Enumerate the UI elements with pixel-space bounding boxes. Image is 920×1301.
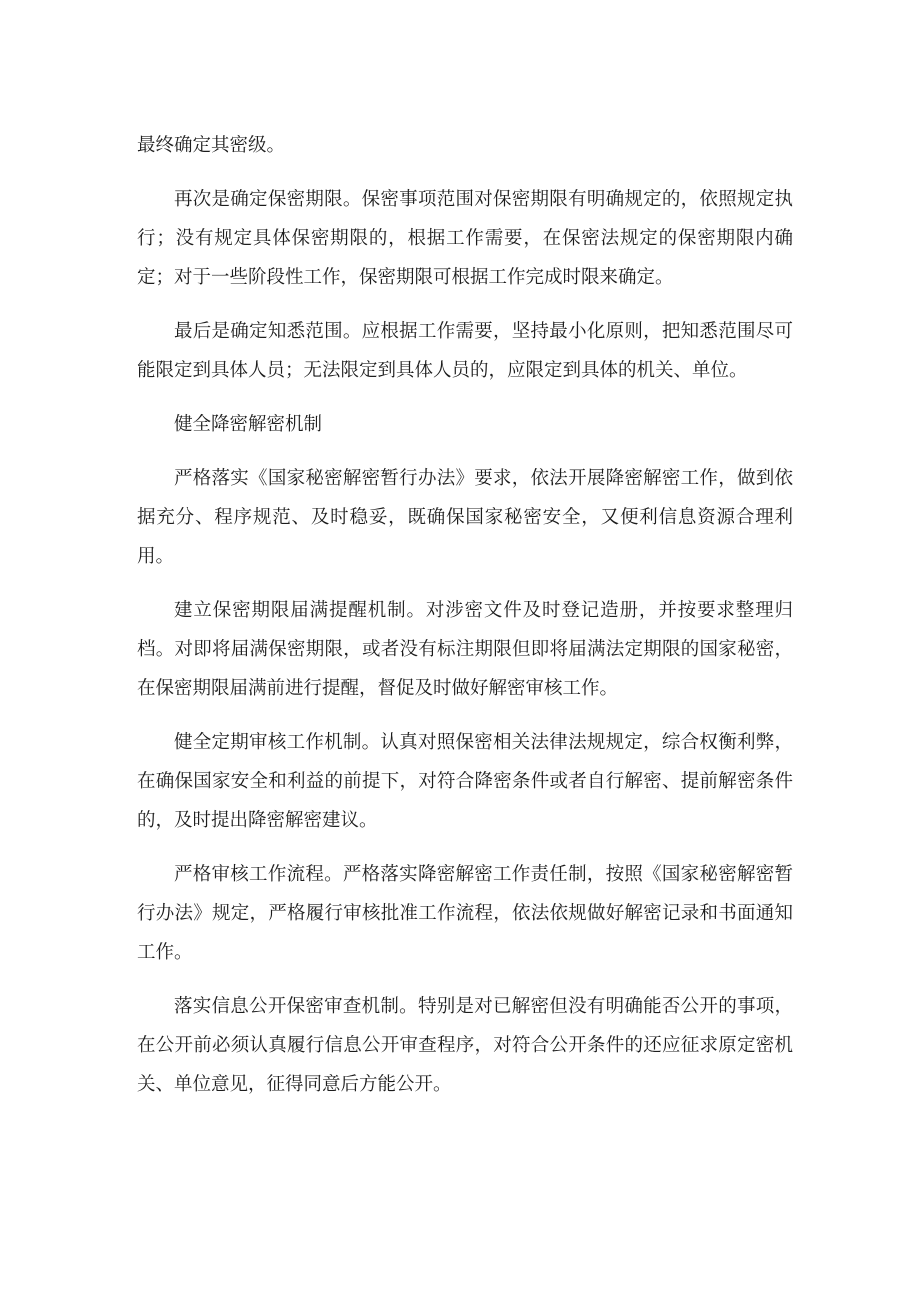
- document-body: [137, 126, 793, 1119]
- paragraph-declassification-rules: 严格落实《国家秘密解密暂行办法》要求，依法开展降密解密工作，做到依据充分、程序规范、及时稳妥，既确保国家秘密安全，又便利信息资源合理利用。: [137, 468, 793, 567]
- paragraph-continuation: 最终确定其密级。: [137, 135, 286, 156]
- paragraph-periodic-review: 健全定期审核工作机制。认真对照保密相关法律法规规定，综合权衡利弊，在确保国家安全和利益的前提下，对符合降密条件或者自行解密、提前解密条件的，及时提出降密解密建议。: [137, 732, 793, 831]
- paragraph-knowledge-scope: 最后是确定知悉范围。应根据工作需要，坚持最小化原则，把知悉范围尽可能限定到具体人员；无法限定到具体人员的，应限定到具体的机关、单位。: [137, 321, 793, 381]
- paragraph-disclosure-review: 落实信息公开保密审查机制。特别是对已解密但没有明确能否公开的事项，在公开前必须认真履行信息公开审查程序，对符合公开条件的还应征求原定密机关、单位意见，征得同意后方能公开。: [137, 996, 793, 1095]
- paragraph-expiry-reminder: 建立保密期限届满提醒机制。对涉密文件及时登记造册，并按要求整理归档。对即将届满保密期限，或者没有标注期限但即将届满法定期限的国家秘密，在保密期限届满前进行提醒，督促及时做好解密审核工作。: [137, 600, 793, 699]
- section-heading-declassification: 健全降密解密机制: [174, 414, 323, 435]
- paragraph-review-process: 严格审核工作流程。严格落实降密解密工作责任制，按照《国家秘密解密暂行办法》规定，严格履行审核批准工作流程，依法依规做好解密记录和书面通知工作。: [137, 864, 793, 963]
- paragraph-secrecy-period: 再次是确定保密期限。保密事项范围对保密期限有明确规定的，依照规定执行；没有规定具体保密期限的，根据工作需要，在保密法规定的保密期限内确定；对于一些阶段性工作，保密期限可根据工作完成时限来确定。: [137, 189, 793, 288]
